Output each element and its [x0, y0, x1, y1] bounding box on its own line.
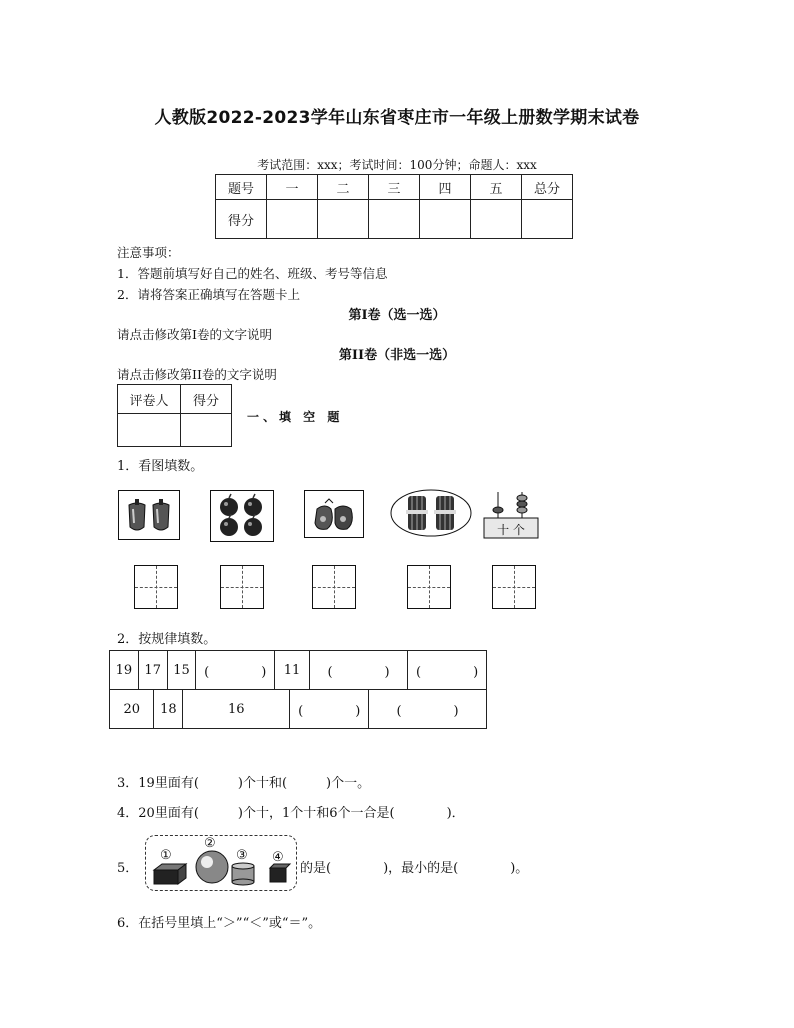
sequence-cell: 16 — [183, 690, 290, 729]
grader-header: 得分 — [181, 385, 232, 414]
shape-label: ③ — [236, 848, 248, 863]
section1-desc[interactable]: 请点击修改第I卷的文字说明 — [117, 327, 272, 342]
sequence-cell: 11 — [275, 651, 310, 690]
sequence-cell: 18 — [154, 690, 183, 729]
stick-bundle-picture — [390, 488, 472, 538]
sequence-cell: 15 — [167, 651, 196, 690]
answer-box[interactable] — [312, 565, 356, 609]
sequence-cell: 17 — [138, 651, 167, 690]
answer-box[interactable] — [407, 565, 451, 609]
score-row-label: 得分 — [216, 200, 267, 239]
exam-meta: 考试范围：xxx；考试时间：100分钟；命题人：xxx — [257, 158, 537, 172]
question-1: 1．看图填数。 — [117, 459, 204, 474]
score-cell[interactable] — [318, 200, 369, 239]
shape-label: ② — [204, 836, 216, 851]
grader-header: 评卷人 — [118, 385, 181, 414]
score-cell[interactable] — [420, 200, 471, 239]
score-header: 二 — [318, 175, 369, 200]
pepper-icon — [119, 491, 179, 539]
page-title: 人教版2022-2023学年山东省枣庄市一年级上册数学期末试卷 — [154, 108, 640, 128]
score-header: 五 — [471, 175, 522, 200]
notes-heading: 注意事项： — [117, 245, 180, 260]
sequence-blank[interactable]: ( ) — [309, 651, 407, 690]
question-6: 6．在括号里填上“＞”“＜”或“＝”。 — [117, 916, 322, 931]
question-5-number: 5． — [117, 861, 139, 876]
shape-label: ④ — [272, 850, 284, 865]
sequence-blank[interactable]: ( ) — [290, 690, 369, 729]
pepper-picture — [118, 490, 180, 540]
shape-label: ① — [160, 848, 172, 863]
note-item: 1．答题前填写好自己的姓名、班级、考号等信息 — [117, 266, 388, 281]
grader-cell[interactable] — [118, 414, 181, 447]
score-header: 题号 — [216, 175, 267, 200]
abacus-label: 十 个 — [497, 523, 525, 537]
sequence-table — [109, 650, 487, 729]
score-header: 三 — [369, 175, 420, 200]
apple-icon — [211, 491, 273, 541]
answer-box[interactable] — [220, 565, 264, 609]
score-cell[interactable] — [369, 200, 420, 239]
question-4: 4．20里面有( )个十，1个十和6个一合是( )． — [117, 806, 465, 821]
score-cell[interactable] — [471, 200, 522, 239]
apple-picture — [210, 490, 274, 542]
note-item: 2．请将答案正确填写在答题卡上 — [117, 287, 300, 302]
shapes-panel — [145, 835, 297, 891]
stick-bundle-icon — [390, 488, 472, 538]
question-3: 3．19里面有( )个十和( )个一。 — [117, 776, 371, 791]
score-header: 总分 — [522, 175, 573, 200]
section2-desc[interactable]: 请点击修改第II卷的文字说明 — [117, 367, 277, 382]
score-cell[interactable] — [267, 200, 318, 239]
score-header: 四 — [420, 175, 471, 200]
grader-table — [117, 384, 232, 447]
question-2: 2．按规律填数。 — [117, 632, 217, 647]
section1-title: 第I卷（选一选） — [348, 308, 446, 323]
score-header: 一 — [267, 175, 318, 200]
sequence-cell: 20 — [110, 690, 154, 729]
question-5-text: 的是( )，最小的是( )。 — [300, 861, 529, 876]
sequence-blank[interactable]: ( ) — [369, 690, 487, 729]
sequence-blank[interactable]: ( ) — [408, 651, 487, 690]
answer-box[interactable] — [134, 565, 178, 609]
bag-icon — [305, 491, 363, 537]
bag-picture — [304, 490, 364, 538]
score-cell[interactable] — [522, 200, 573, 239]
score-table — [215, 174, 573, 239]
answer-box[interactable] — [492, 565, 536, 609]
grader-cell[interactable] — [181, 414, 232, 447]
sequence-blank[interactable]: ( ) — [196, 651, 275, 690]
abacus-picture — [478, 488, 544, 540]
sequence-cell: 19 — [110, 651, 139, 690]
part-heading: 一、填 空 题 — [247, 410, 344, 424]
section2-title: 第II卷（非选一选） — [338, 348, 456, 363]
